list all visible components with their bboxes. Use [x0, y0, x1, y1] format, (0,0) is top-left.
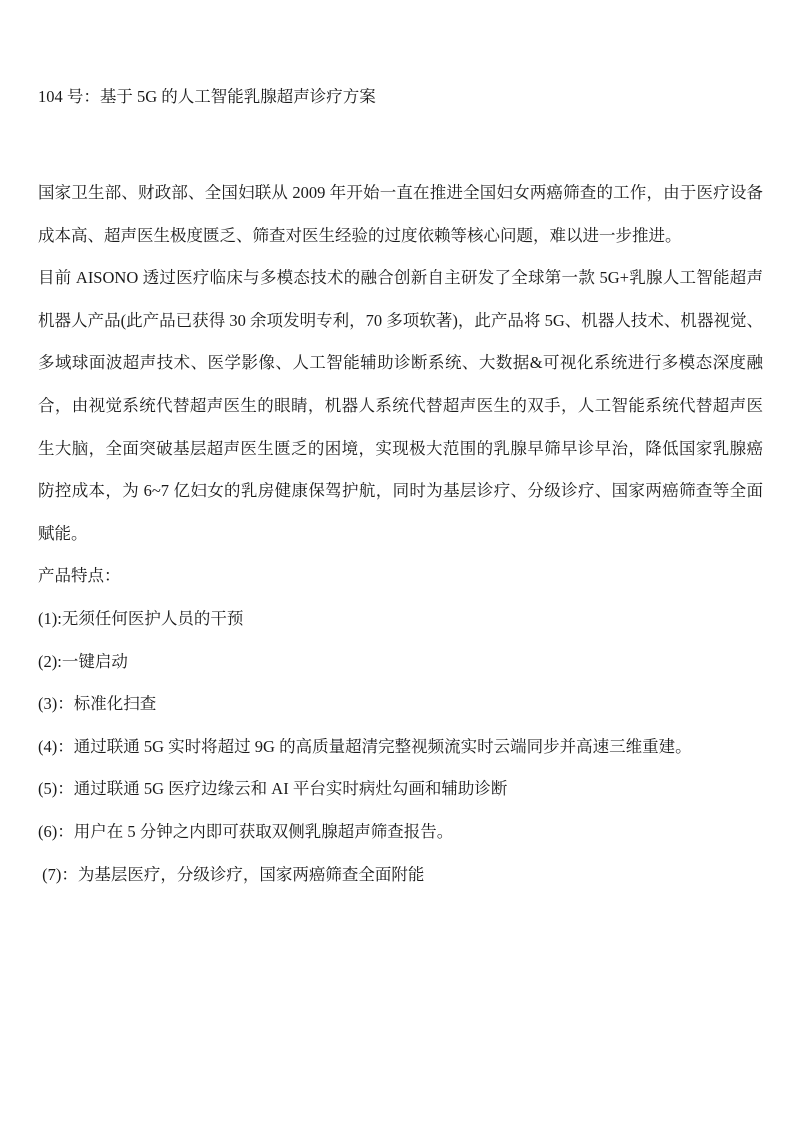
paragraph-product-description: 目前 AISONO 透过医疗临床与多模态技术的融合创新自主研发了全球第一款 5G+乳腺人工智能超声机器人产品(此产品已获得 30 余项发明专利，70 多项软著)，此产品将 5G、机器人技术、机器视觉、多域球面波超声技术、医学影像、人工智能辅助诊断系统、大数据&可视化系统进行多模态深度融合，由视觉系统代替超声医生的眼睛，机器人系统代替超声医生的双手，人工智能系统代替超声医生大脑，全面突破基层超声医生匮乏的困境，实现极大范围的乳腺早筛早诊早治，降低国家乳腺癌防控成本，为 6~7 亿妇女的乳房健康保驾护航，同时为基层诊疗、分级诊疗、国家两癌筛查等全面赋能。 [38, 268, 763, 543]
feature-item-3: (3)：标准化扫查 [38, 694, 157, 714]
feature-item-7: (7)：为基层医疗，分级诊疗，国家两癌筛查全面附能 [38, 864, 425, 884]
document-title: 104 号：基于 5G 的人工智能乳腺超声诊疗方案 [38, 87, 376, 106]
paragraph-screening-background: 国家卫生部、财政部、全国妇联从 2009 年开始一直在推进全国妇女两癌筛查的工作，由于医疗设备成本高、超声医生极度匮乏、筛查对医生经验的过度依赖等核心问题，难以进一步推进。 [38, 183, 763, 245]
feature-item-2: (2):一键启动 [38, 651, 128, 671]
feature-item-5: (5)：通过联通 5G 医疗边缘云和 AI 平台实时病灶勾画和辅助诊断 [38, 779, 508, 799]
feature-item-1: (1):无须任何医护人员的干预 [38, 608, 244, 628]
features-heading: 产品特点： [38, 566, 121, 586]
feature-item-6: (6)：用户在 5 分钟之内即可获取双侧乳腺超声筛查报告。 [38, 821, 454, 841]
feature-item-4: (4)：通过联通 5G 实时将超过 9G 的高质量超清完整视频流实时云端同步并高速三维重建。 [38, 736, 692, 756]
document-body [38, 172, 763, 896]
